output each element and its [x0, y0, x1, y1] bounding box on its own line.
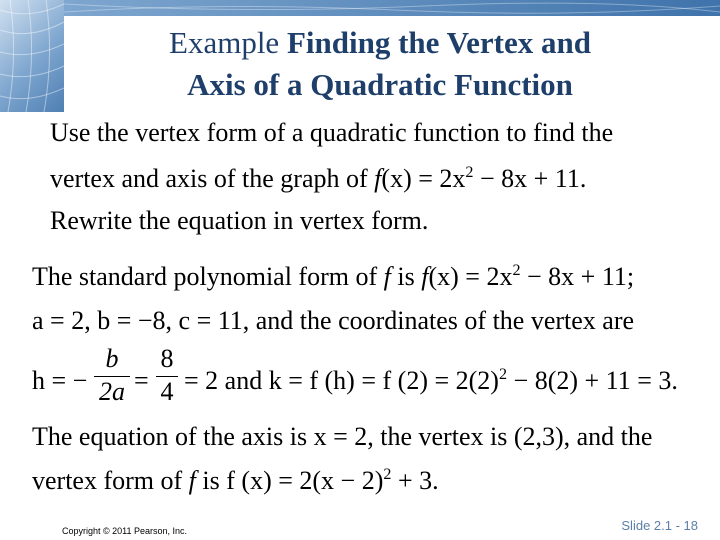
intro-line2 [50, 164, 586, 194]
intro-eq: = 2x [411, 164, 466, 193]
std-x: (x) [428, 262, 459, 291]
frac2-denominator: 4 [160, 377, 174, 406]
std-eq: = 2x [458, 262, 513, 291]
coefficients-line: a = 2, b = −8, c = 11, and the coordinates of the vertex are [32, 306, 635, 335]
title-bold-line1: Finding the Vertex and [286, 25, 591, 60]
vform-is: is [195, 466, 227, 495]
intro-rest: − 8x + 11. [473, 164, 587, 193]
title-normal: Example [169, 25, 280, 60]
slide-number: Slide 2.1 - 18 [621, 518, 698, 533]
vform-rest: + 3. [391, 466, 439, 495]
std-f: f [383, 262, 391, 291]
fraction-b-over-2a [94, 344, 130, 407]
vertex-calc-text: = 2 and k = f (h) = f (2) = 2(2) [184, 366, 499, 395]
frac1-numerator: b [105, 344, 119, 373]
intro-line1: Use the vertex form of a quadratic function to find the [50, 118, 614, 147]
intro-line3: Rewrite the equation in vertex form. [50, 206, 429, 235]
vform-expr: f (x) = 2(x − 2) [226, 466, 384, 495]
frac2-numerator: 8 [160, 344, 174, 373]
decorative-corner-graphic [0, 0, 64, 112]
intro-line2-text: vertex and axis of the graph of [50, 164, 368, 193]
h-equals: = [134, 366, 149, 395]
std-fx: f [421, 262, 429, 291]
standard-form-line [32, 262, 634, 292]
std-text: The standard polynomial form of [32, 262, 384, 291]
slide-title [90, 22, 670, 106]
vform-exp: 2 [383, 466, 392, 484]
axis-line: The equation of the axis is x = 2, the vertex is (2,3), and the [32, 422, 653, 451]
vertex-form-line [32, 466, 439, 496]
std-rest: − 8x + 11; [520, 262, 635, 291]
title-bold-line2: Axis of a Quadratic Function [187, 67, 573, 102]
vform-text: vertex form of [32, 466, 189, 495]
std-is: is [390, 262, 422, 291]
copyright-notice: Copyright © 2011 Pearson, Inc. [62, 526, 188, 536]
vertex-calc-rest: − 8(2) + 11 = 3. [507, 366, 678, 395]
intro-exp: 2 [465, 164, 474, 182]
fraction-8-over-4 [156, 344, 178, 407]
frac1-denominator: 2a [99, 377, 125, 406]
intro-x: (x) [381, 164, 412, 193]
decorative-top-bar [64, 0, 720, 16]
intro-f: f [374, 164, 382, 193]
vertex-calc [184, 366, 678, 396]
std-exp: 2 [512, 262, 521, 280]
vform-f: f [188, 466, 196, 495]
vertex-calc-exp: 2 [498, 366, 508, 384]
h-lhs: h = − [32, 366, 88, 395]
